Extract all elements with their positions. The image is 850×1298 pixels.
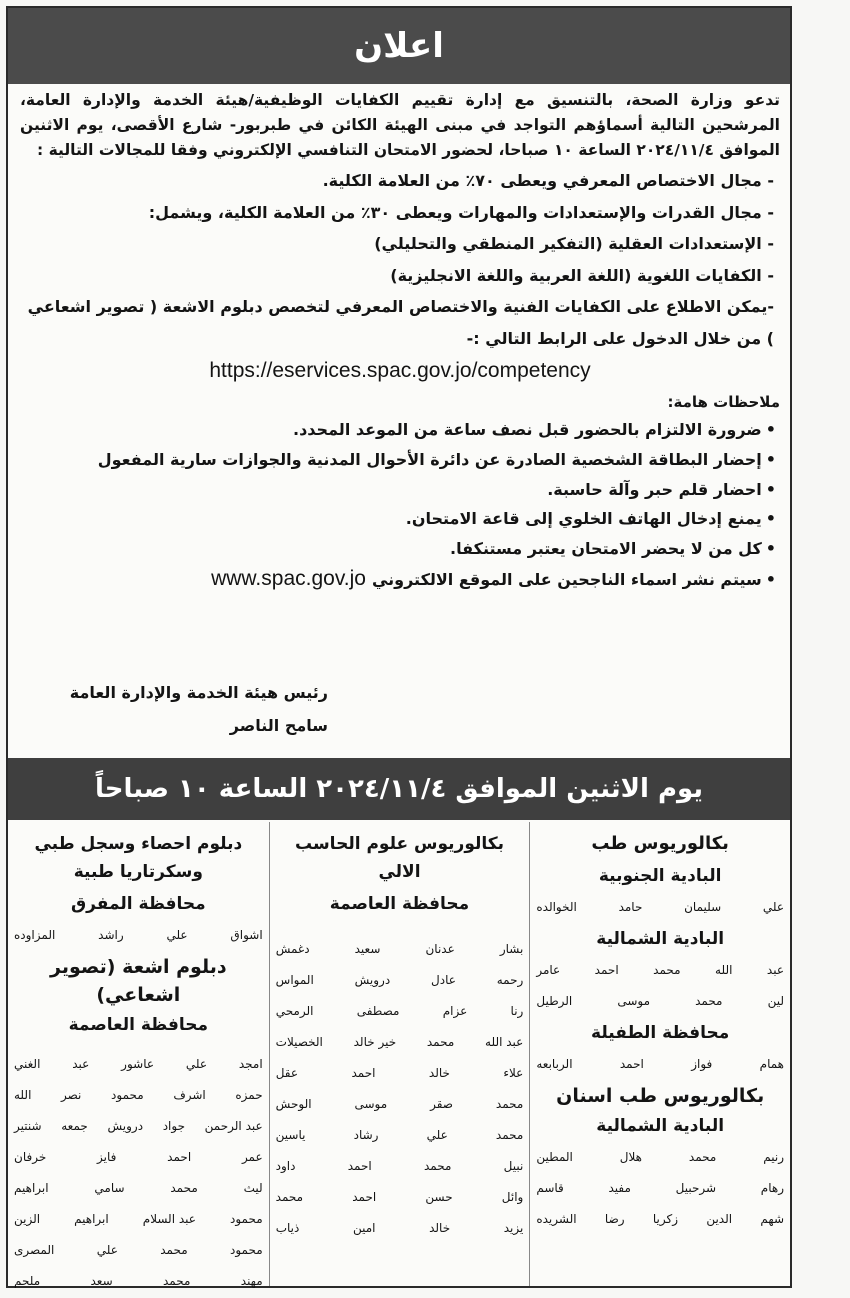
column-heading-line2: وسكرتاريا طبية (73, 862, 203, 882)
candidate-row: شهم الدين زكريا رضا الشريده (536, 1212, 784, 1226)
column-subheading: دبلوم اشعة (تصوير اشعاعي) (50, 956, 227, 1006)
note-item: •إحضار البطاقة الشخصية الصادرة عن دائرة الأحوال المدنية والجوازات سارية المفعول (97, 449, 776, 469)
notes-list (20, 415, 780, 595)
region-heading: محافظة العاصمة (68, 1015, 209, 1035)
exam-domains-list (20, 165, 780, 354)
candidate-row: نبيل محمد احمد داود (275, 1159, 524, 1173)
intro-paragraph: تدعو وزارة الصحة، بالتنسيق مع إدارة تقييم الكفايات الوظيفية/هيئة الخدمة والإدارة العامة، المرشحين التالية أسماؤهم التواجد في مبنى الهيئة الكائن في طبربور- شارع الأقصى، يوم الاثنين الموافق ٢٠٢٤/١١/٤ الساعة ١٠ صباحا، لحضور الامتحان التنافسي الإلكتروني وفقا للمجالات التالية : (20, 91, 780, 159)
column-diplomas (8, 822, 269, 1286)
candidate-row: رحمه عادل درويش المواس (275, 973, 524, 987)
candidate-row: ليث محمد سامي ابراهيم (14, 1181, 263, 1195)
candidate-row: محمود محمد علي المصرى (14, 1243, 263, 1257)
region-heading: البادية الجنوبية (598, 866, 722, 886)
note-item: •كل من لا يحضر الامتحان يعتبر مستنكفا. (450, 539, 776, 559)
domain-item: - مجال الاختصاص المعرفي ويعطى ٧٠٪ من العلامة الكلية. (322, 171, 774, 190)
candidate-row: عمر احمد فايز خرفان (14, 1150, 263, 1164)
candidate-row: رهام شرحبيل مفيد قاسم (536, 1181, 784, 1195)
candidate-row: يزيد خالد امين ذياب (275, 1221, 524, 1235)
region-heading: البادية الشمالية (596, 929, 725, 949)
signatory-name: سامح الناصر (229, 716, 328, 735)
candidate-row: اشواق علي راشد المزاوده (14, 928, 263, 942)
candidate-row: مهند محمد سعد ملحم (14, 1274, 263, 1288)
candidate-row: عبد الرحمن جواد درويش جمعه شنتير (14, 1119, 263, 1133)
candidate-row: علاء خالد احمد عقل (275, 1066, 524, 1080)
candidate-row: عبد الله محمد احمد عامر (536, 963, 784, 977)
date-banner: يوم الاثنين الموافق ٢٠٢٤/١١/٤ الساعة ١٠ صباحاً (8, 758, 790, 820)
column-heading: بكالوريوس طب (591, 833, 729, 854)
candidate-row: همام فواز احمد الربابعه (536, 1057, 784, 1071)
bullet-icon: • (765, 569, 776, 589)
candidate-row: رنا عزام مصطفى الرمحي (275, 1004, 524, 1018)
bullet-icon: • (765, 509, 776, 529)
domain-item: - الإستعدادات العقلية (التفكير المنطقي والتحليلي) (374, 234, 774, 253)
signatory-role: رئيس هيئة الخدمة والإدارة العامة (69, 683, 328, 702)
candidate-row: محمود عبد السلام ابراهيم الزين (14, 1212, 263, 1226)
column-computer-science (269, 822, 530, 1286)
region-heading: محافظة المفرق (70, 894, 206, 914)
signature-block (8, 676, 336, 742)
bullet-icon: • (765, 539, 776, 559)
candidate-row: بشار عدنان سعيد دغمش (275, 942, 524, 956)
column-medicine (529, 822, 790, 1286)
note-item: •يمنع إدخال الهاتف الخلوي إلى قاعة الامتحان. (405, 509, 776, 529)
domain-item: -يمكن الاطلاع على الكفايات الفنية والاختصاص المعرفي لتخصص دبلوم الاشعة ( تصوير اشعاعي ) من خلال الدخول على الرابط التالي :- (27, 297, 774, 348)
candidate-row: وائل حسن احمد محمد (275, 1190, 524, 1204)
column-heading: دبلوم احصاء وسجل طبي (34, 834, 243, 854)
candidate-row: محمد صقر موسى الوحش (275, 1097, 524, 1111)
domain-item: - الكفايات اللغوية (اللغة العربية واللغة الانجليزية) (390, 265, 774, 285)
region-heading: البادية الشمالية (596, 1116, 725, 1136)
note-item: •ضرورة الالتزام بالحضور قبل نصف ساعة من الموعد المحدد. (293, 420, 776, 439)
notice-body (20, 88, 780, 595)
site-link[interactable]: www.spac.gov.jo (211, 566, 366, 590)
column-heading: بكالوريوس علوم الحاسب الالي (294, 834, 505, 882)
candidate-row: محمد علي رشاد ياسين (275, 1128, 524, 1142)
candidate-row: عبد الله محمد خير خالد الخصيلات (275, 1035, 524, 1049)
spacer (274, 920, 526, 934)
competency-link[interactable]: https://eservices.spac.gov.jo/competency (209, 359, 591, 382)
spacer (12, 1041, 265, 1049)
candidate-row: حمزه اشرف محمود نصر الله (14, 1088, 263, 1102)
candidates-columns (8, 822, 790, 1286)
region-heading: محافظة العاصمة (329, 894, 470, 914)
note-item: •احضار قلم حبر وآلة حاسبة. (547, 479, 776, 499)
candidate-row: امجد علي عاشور عبد الغني (14, 1057, 263, 1071)
bullet-icon: • (765, 420, 776, 439)
region-heading: محافظة الطفيلة (591, 1023, 730, 1043)
candidate-row: علي سليمان حامد الخوالده (536, 900, 784, 914)
announcement-frame (6, 6, 792, 1288)
candidate-row: رنيم محمد هلال المطين (536, 1150, 784, 1164)
bullet-icon: • (765, 479, 776, 499)
candidate-row: لين محمد موسى الرطيل (536, 994, 784, 1008)
column-subheading: بكالوريوس طب اسنان (556, 1085, 765, 1107)
notes-heading: ملاحظات هامة: (667, 393, 780, 411)
domain-item: - مجال القدرات والإستعدادات والمهارات ويعطى ٣٠٪ من العلامة الكلية، ويشمل: (148, 202, 774, 222)
bullet-icon: • (765, 449, 776, 469)
announcement-title: اعلان (8, 8, 790, 84)
note-item: •سيتم نشر اسماء الناجحين على الموقع الالكترونيwww.spac.gov.jo (211, 566, 776, 590)
